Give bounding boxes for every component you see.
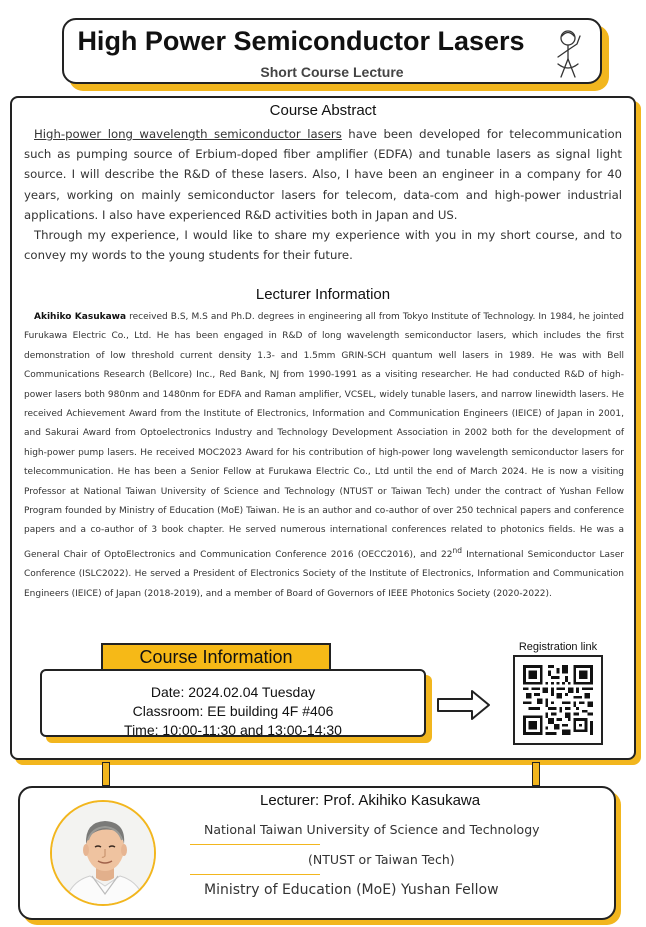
connector-right bbox=[532, 762, 540, 786]
bio-superscript: nd bbox=[452, 545, 462, 555]
abstract-body bbox=[24, 124, 622, 265]
connector-left bbox=[102, 762, 110, 786]
bio-text-1: received B.S, M.S and Ph.D. degrees in engineering all from Tokyo Institute of Technology. In 1984, he jointed Furukawa Electric Co., Ltd. He has been engaged in R&D of long wavelength semiconductor lasers, which includes the first demonstration of low threshold current density 1.3- and 1.5mm GRIN-SCH quantum well lasers in 1989. He was with Bell Communications Research (Bellcore) Inc., Red Bank, NJ from 1990-1991 as a visiting researcher. He had conducted R&D of high-power lasers both 980nm and 1480nm for EDFA and Raman amplifier, VCSEL, widely tunable lasers, and narrow linewidth lasers. He received Achievement Award from the Institute of Electronics, Information and Communication Engineers (IEICE) of Japan in 2001, and Sakurai Award from Optoelectronics Industry and Technology Development Association in 2002 both for the development of high-power pump lasers. He received MOC2023 Award for his contribution of high-power long wavelength semiconductor lasers for telecommunication. He has been a Senior Fellow at Furukawa Electric Co., Ltd until the end of March 2024. He is now a visiting Professor at National Taiwan University of Science and Technology (NTUST or Taiwan Tech) under the contract of Yushan Fellow Program founded by Ministry of Education (MoE) Taiwan. He is an author and co-author of over 250 technical papers and conference papers and a co-author of 3 book chapter. He served numerous international conferences related to photonics fields. He was a General Chair of OptoElectronics and Communication Conference 2016 (OECC2016), and 22 bbox=[24, 312, 624, 560]
page-title: High Power Semiconductor Lasers bbox=[77, 26, 525, 56]
course-date: Date: 2024.02.04 Tuesday bbox=[150, 684, 316, 700]
lecturer-info-heading: Lecturer Information bbox=[255, 286, 391, 303]
person-doodle-icon bbox=[544, 24, 592, 82]
course-time: Time: 10:00-11:30 and 13:00-14:30 bbox=[124, 722, 342, 738]
registration-label: Registration link bbox=[518, 641, 598, 653]
lecturer-photo bbox=[50, 800, 156, 906]
lecturer-name: Lecturer: Prof. Akihiko Kasukawa bbox=[260, 792, 481, 809]
bio-text-2: International Semiconductor Laser Conference (ISLC2022). He served a President of Electronics Society of the Institute of Electronics, Information and Communication Engineers (IEICE) of Japan (2018-2019), and a member of Board of Governors of IEEE Photonics Society (2020-2022). bbox=[24, 549, 624, 599]
lecturer-card bbox=[18, 786, 616, 920]
lecturer-portrait-icon bbox=[52, 802, 156, 906]
divider bbox=[190, 844, 320, 845]
lecturer-affiliation: National Taiwan University of Science and Technology bbox=[204, 822, 540, 837]
page-subtitle: Short Course Lecture bbox=[260, 64, 404, 80]
abstract-highlight: High-power long wavelength semiconductor lasers bbox=[34, 127, 342, 141]
lecturer-bio bbox=[24, 308, 624, 604]
abstract-paragraph-1 bbox=[24, 124, 622, 225]
qr-code-icon bbox=[523, 665, 593, 735]
course-info-heading: Course Information bbox=[101, 643, 331, 671]
bio-name: Akihiko Kasukawa bbox=[34, 312, 127, 322]
arrow-right-icon bbox=[436, 688, 492, 722]
abstract-paragraph-2: Through my experience, I would like to share my experience with you in my short course, and to convey my words to the young students for their future. bbox=[24, 228, 622, 263]
registration-qr-code[interactable] bbox=[513, 655, 603, 745]
abstract-heading: Course Abstract bbox=[269, 102, 377, 119]
course-classroom: Classroom: EE building 4F #406 bbox=[132, 703, 334, 719]
lecturer-fellowship: Ministry of Education (MoE) Yushan Fellow bbox=[204, 882, 499, 898]
abstract-p1-text: have been developed for telecommunication such as pumping source of Erbium-doped fiber amplifier (EDFA) and tunable lasers as signal light source. I will describe the R&D of these lasers. Also, I have been an engineer in a company for 40 years, working on mainly semiconductor lasers for telecom, data-com and high-power industrial applications. I also have experienced R&D activities both in Japan and US. bbox=[24, 127, 622, 222]
divider bbox=[190, 874, 320, 875]
course-info-box bbox=[40, 669, 426, 737]
title-bubble bbox=[62, 18, 602, 84]
lecturer-affiliation-abbrev: (NTUST or Taiwan Tech) bbox=[308, 852, 455, 867]
